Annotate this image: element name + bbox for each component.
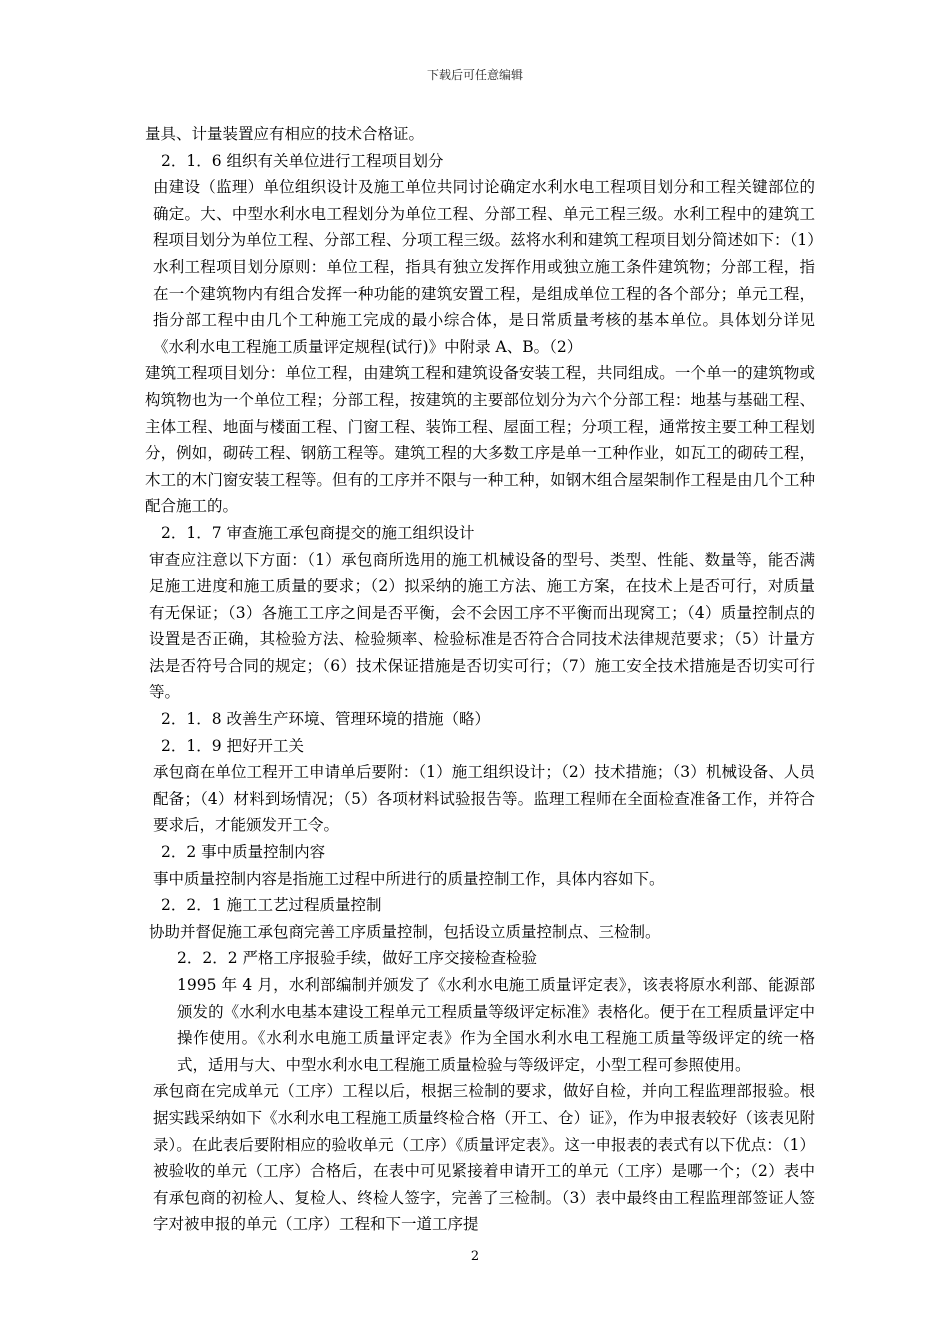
paragraph: 承包商在完成单元（工序）工程以后，根据三检制的要求，做好自检，并向工程监理部报验。根据实践采纳如下《水利水电工程施工质量终检合格（开工、仓）证》，作为申报表较好（该表见附录）。在此表后要附相应的验收单元（工序）《质量评定表》。这一申报表的表式有以下优点：（1）被验收的单元（工序）合格后，在表中可见紧接着申请开工的单元（工序）是哪一个；（2）表中有承包商的初检人、复检人、终检人签字，完善了三检制。（3）表中最终由工程监理部签证人签字对被申报的单元（工序）工程和下一道工序提 <box>153 1082 815 1234</box>
paragraph: 事中质量控制内容是指施工过程中所进行的质量控制工作，具体内容如下。 <box>153 869 665 888</box>
section-heading: 2．1．8 改善生产环境、管理环境的措施（略） <box>161 710 491 729</box>
section-heading: 2．2．2 严格工序报验手续，做好工序交接检查检验 <box>177 949 538 968</box>
section-heading: 2．1．7 审查施工承包商提交的施工组织设计 <box>161 523 475 542</box>
section-heading: 2．2 事中质量控制内容 <box>161 843 326 862</box>
section-heading: 2．1．9 把好开工关 <box>161 736 305 755</box>
paragraph: 量具、计量装置应有相应的技术合格证。 <box>145 125 425 143</box>
paragraph: 承包商在单位工程开工申请单后要附：（1）施工组织设计；（2）技术措施；（3）机械设备、人员配备；（4）材料到场情况；（5）各项材料试验报告等。监理工程师在全面检查准备工作，并符合要求后，才能颁发开工令。 <box>153 763 815 835</box>
paragraph: 协助并督促施工承包商完善工序质量控制，包括设立质量控制点、三检制。 <box>149 922 661 941</box>
section-heading: 2．1．6 组织有关单位进行工程项目划分 <box>161 151 444 170</box>
paragraph: 由建设（监理）单位组织设计及施工单位共同讨论确定水利水电工程项目划分和工程关键部位的确定。大、中型水利水电工程划分为单位工程、分部工程、单元工程三级。水利工程中的建筑工程项目划分为单位工程、分部工程、分项工程三级。兹将水利和建筑工程项目划分简述如下：（1）水利工程项目划分原则：单位工程，指具有独立发挥作用或独立施工条件建筑物；分部工程，指在一个建筑物内有组合发挥一种功能的建筑安置工程，是组成单位工程的各个部分；单元工程，指分部工程中由几个工种施工完成的最小综合体，是日常质量考核的基本单位。具体划分详见《水利水电工程施工质量评定规程(试行)》中附录 A、B。（2） <box>153 178 815 356</box>
document-body <box>145 121 815 1238</box>
paragraph: 建筑工程项目划分：单位工程，由建筑工程和建筑设备安装工程，共同组成。一个单一的建筑物或构筑物也为一个单位工程；分部工程，按建筑的主要部位划分为六个分部工程：地基与基础工程、主体工程、地面与楼面工程、门窗工程、装饰工程、屋面工程；分项工程，通常按主要工种工程划分，例如，砌砖工程、钢筋工程等。建筑工程的大多数工序是单一工种作业，如瓦工的砌砖工程，木工的木门窗安装工程等。但有的工序并不限与一种工种，如钢木组合屋架制作工程是由几个工种配合施工的。 <box>145 364 815 516</box>
page-number: 2 <box>470 1249 480 1264</box>
section-heading: 2．2．1 施工工艺过程质量控制 <box>161 896 382 915</box>
page-header: 下载后可任意编辑 <box>426 68 523 82</box>
paragraph: 审查应注意以下方面：（1）承包商所选用的施工机械设备的型号、类型、性能、数量等，能否满足施工进度和施工质量的要求；（2）拟采纳的施工方法、施工方案，在技术上是否可行，对质量有无保证；（3）各施工工序之间是否平衡，会不会因工序不平衡而出现窝工；（4）质量控制点的设置是否正确，其检验方法、检验频率、检验标准是否符合合同技术法律规范要求；（5）计量方法是否符号合同的规定；（6）技术保证措施是否切实可行；（7）施工安全技术措施是否切实可行等。 <box>149 550 815 702</box>
paragraph: 1995 年 4 月，水利部编制并颁发了《水利水电施工质量评定表》，该表将原水利部、能源部颁发的《水利水电基本建设工程单元工程质量等级评定标准》表格化。便于在工程质量评定中操作使用。《水利水电施工质量评定表》作为全国水利水电工程施工质量等级评定的统一格式，适用与大、中型水利水电工程施工质量检验与等级评定，小型工程可参照使用。 <box>177 976 815 1074</box>
